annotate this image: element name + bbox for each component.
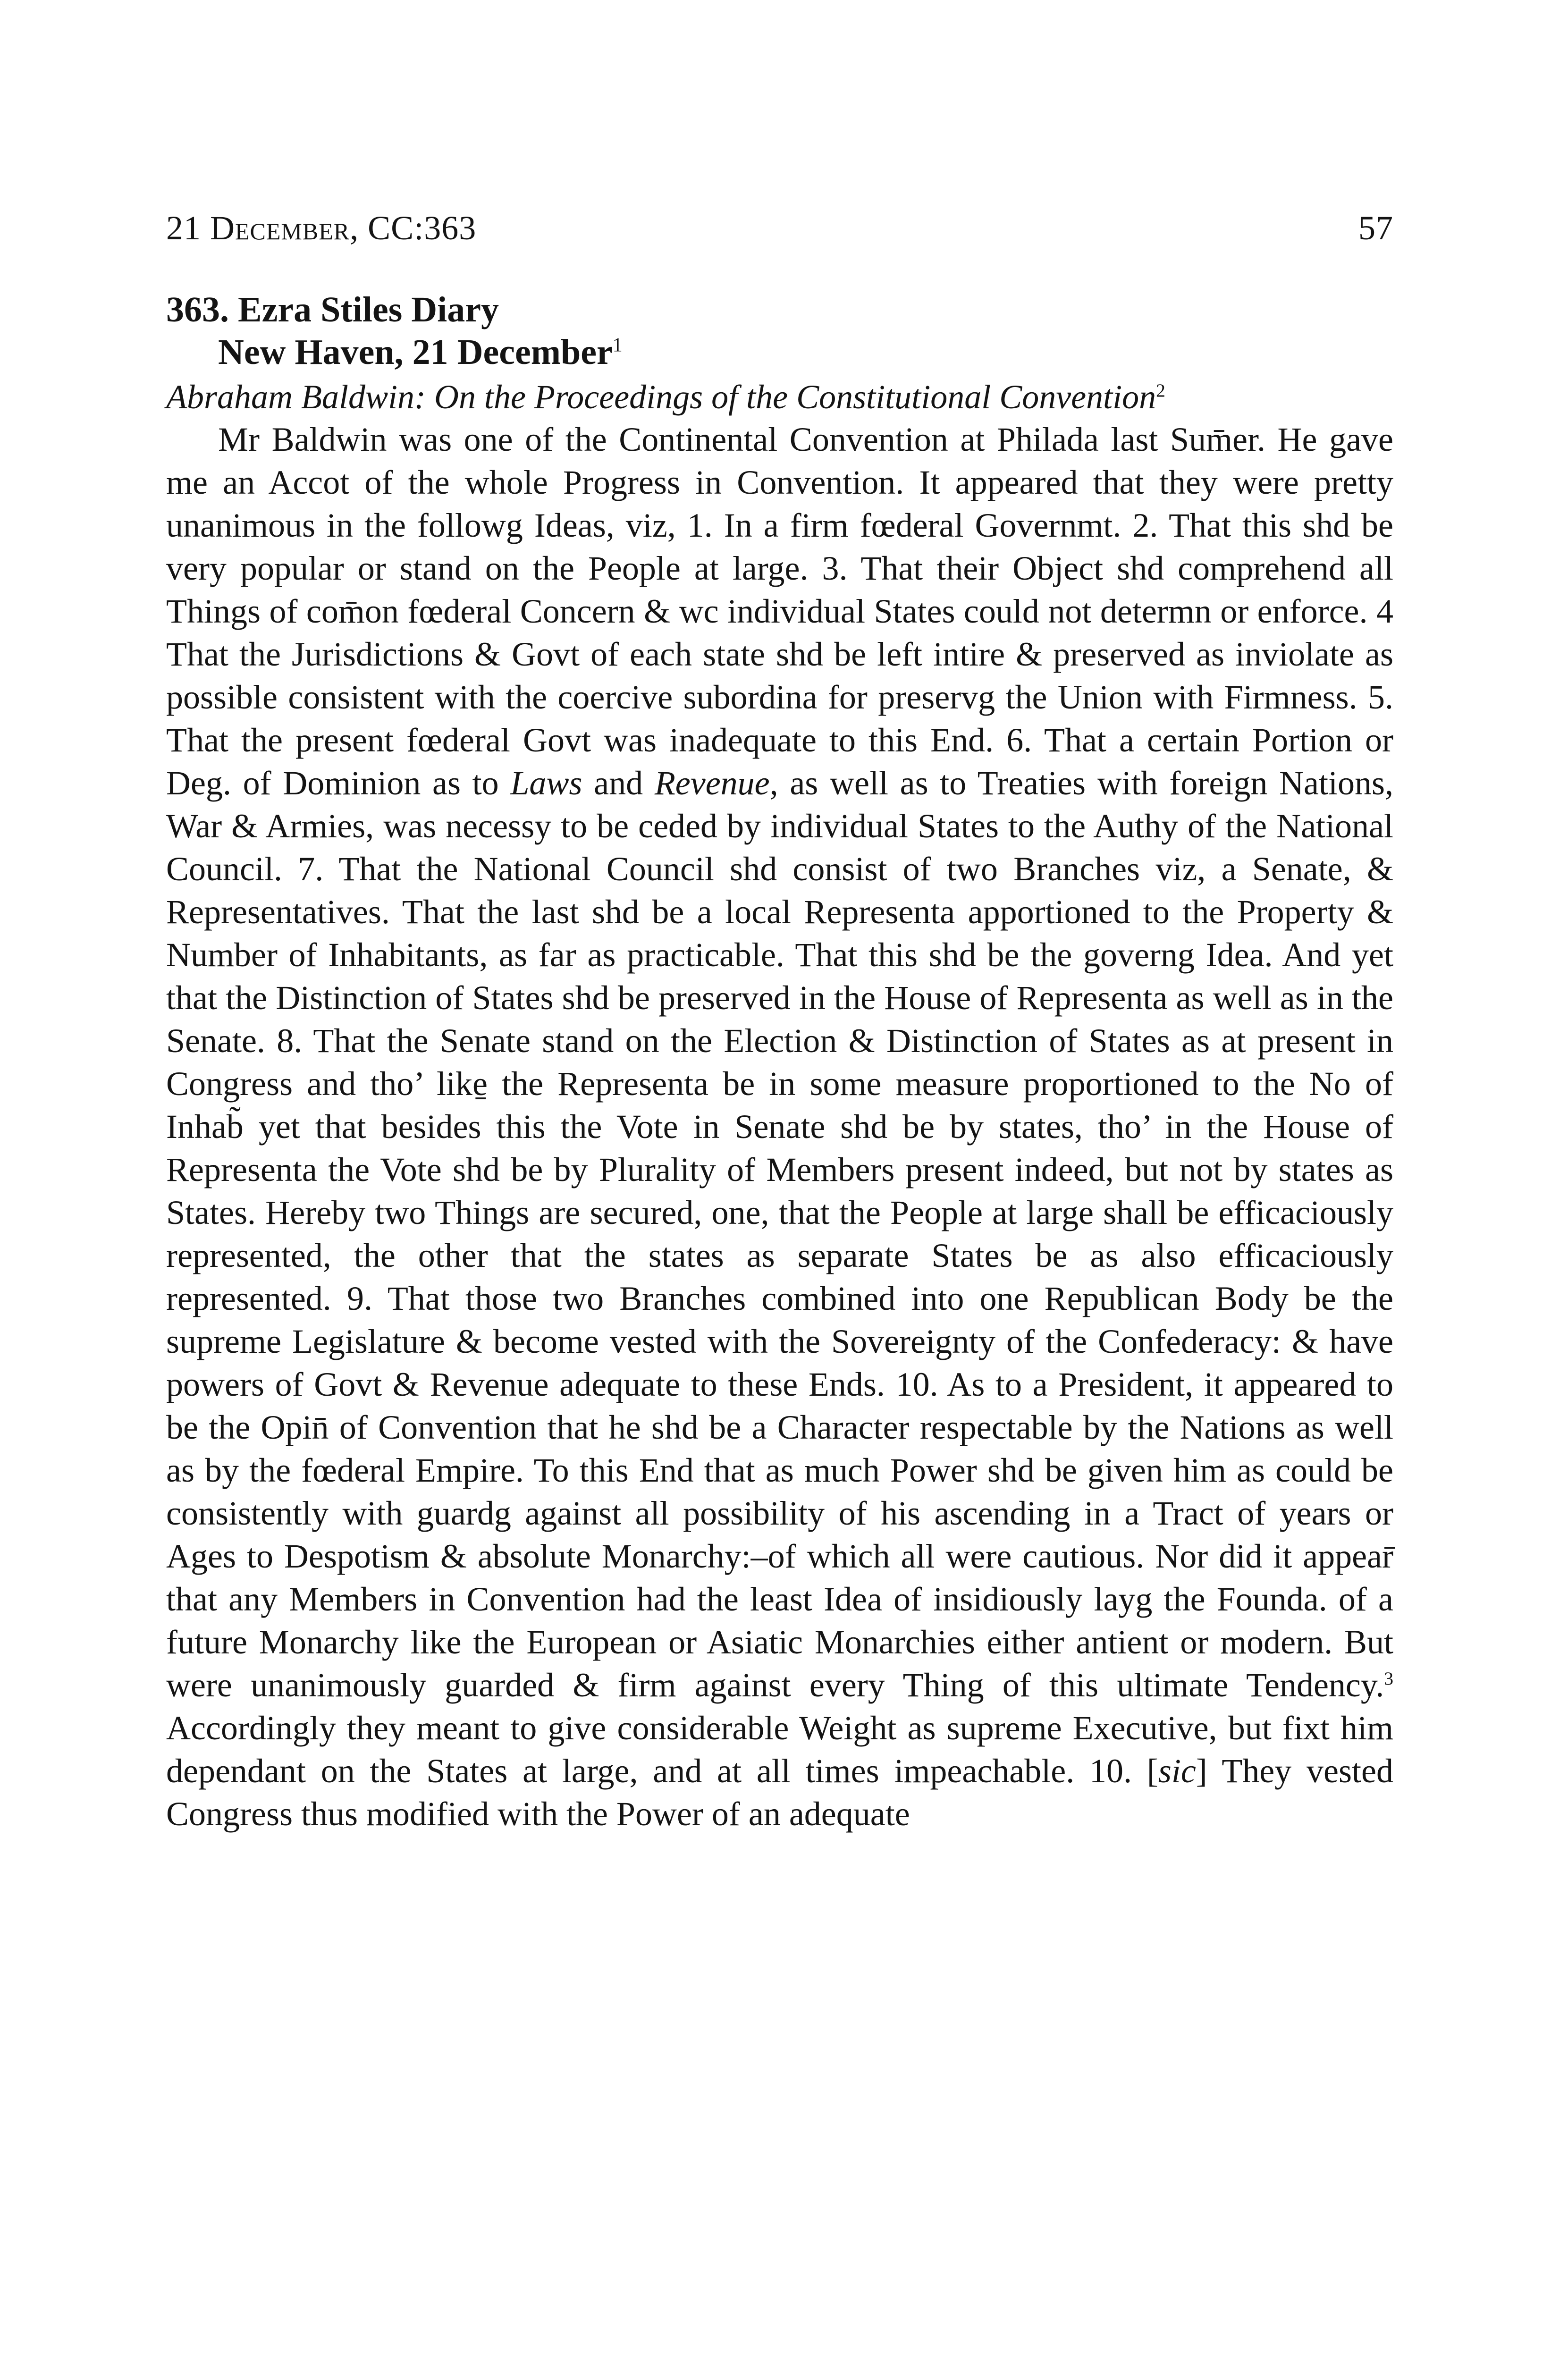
footnote-ref-1: 1 bbox=[612, 334, 623, 356]
running-head-month: December bbox=[210, 209, 350, 247]
body-text-part-1: Mr Baldwin was one of the Continental Convention at Philada last Sum̄er. He gave me an Accot of the whole Progress in Convention. It appeared that they were pretty unanimous in the followg Ideas, viz, 1. In a firm fœderal Governmt. 2. That this shd be very popular or stand on the People at large. 3. That their Object shd comprehend all Things of com̄on fœderal Concern & wc individual States could not determn or enforce. 4 That the Jurisdictions & Govt of each state shd be left intire & preserved as inviolate as possible consistent with the coercive subordina for preservg the Union with Firmness. 5. That the present fœderal Govt was inadequate to this End. 6. That a certain Portion or Deg. of Dominion as to bbox=[166, 420, 1393, 802]
running-head-doc-ref: , CC:363 bbox=[350, 209, 477, 247]
running-head-left bbox=[166, 208, 476, 248]
body-paragraph bbox=[166, 418, 1393, 1836]
italic-revenue: Revenue bbox=[654, 764, 770, 802]
entry-place-date-text: New Haven, 21 December bbox=[218, 332, 613, 372]
body-text-part-2: and bbox=[582, 764, 655, 802]
italic-sic: sic bbox=[1158, 1752, 1196, 1790]
footnote-ref-2: 2 bbox=[1156, 379, 1165, 401]
entry-place-date bbox=[166, 331, 1393, 374]
body-text-part-5: ] They vested Congress thus modified with the Power of an adequate bbox=[166, 1752, 1393, 1833]
italic-laws: Laws bbox=[510, 764, 582, 802]
document-page bbox=[166, 208, 1393, 1836]
entry-subhead bbox=[166, 376, 1393, 418]
body-text-part-3: , as well as to Treaties with foreign Nations, War & Armies, was necessy to be ceded by individual States to the Authy of the National Council. 7. That the National Council shd consist of two Branches viz, a Senate, & Representatives. That the last shd be a local Representa apportioned to the Property & Number of Inhabitants, as far as practicable. That this shd be the governg Idea. And yet that the Distinction of States shd be preserved in the House of Representa as well as in the Senate. 8. That the Senate stand on the Election & Distinction of States as at present in Congress and tho’ like̱ the Representa be in some measure proportioned to the No of Inhab̃ yet that besides this the Vote in Senate shd be by states, tho’ in the House of Representa the Vote shd be by Plurality of Members present indeed, but not by states as States. Hereby two Things are secured, one, that the People at large shall be efficaciously represented, the other that the states as separate States be as also efficaciously represented. 9. That those two Branches combined into one Republican Body be the supreme Legislature & become vested with the Sovereignty of the Confederacy: & have powers of Govt & Revenue adequate to these Ends. 10. As to a President, it appeared to be the Opin̄ of Convention that he shd be a Character respectable by the Nations as well as by the fœderal Empire. To this End that as much Power shd be given him as could be consistently with guardg against all possibility of his ascending in a Tract of years or Ages to Despotism & absolute Monarchy:–of which all were cautious. Nor did it appear̄ that any Members in Convention had the least Idea of insidiously layg the Founda. of a future Monarchy like the European or Asiatic Monarchies either antient or modern. But were unanimously guarded & firm against every Thing of this ultimate Tendency. bbox=[166, 764, 1393, 1704]
entry-subhead-text: Abraham Baldwin: On the Proceedings of the Constitutional Convention bbox=[166, 378, 1156, 416]
body-text-part-4: Accordingly they meant to give considerable Weight as supreme Executive, but fixt him dependant on the States at large, and at all times impeachable. 10. [ bbox=[166, 1709, 1393, 1790]
entry-title: 363. Ezra Stiles Diary bbox=[166, 290, 499, 330]
page-number: 57 bbox=[1358, 209, 1393, 247]
running-head bbox=[166, 208, 1393, 248]
footnote-ref-3: 3 bbox=[1384, 1668, 1393, 1689]
running-head-date: 21 bbox=[166, 209, 210, 247]
